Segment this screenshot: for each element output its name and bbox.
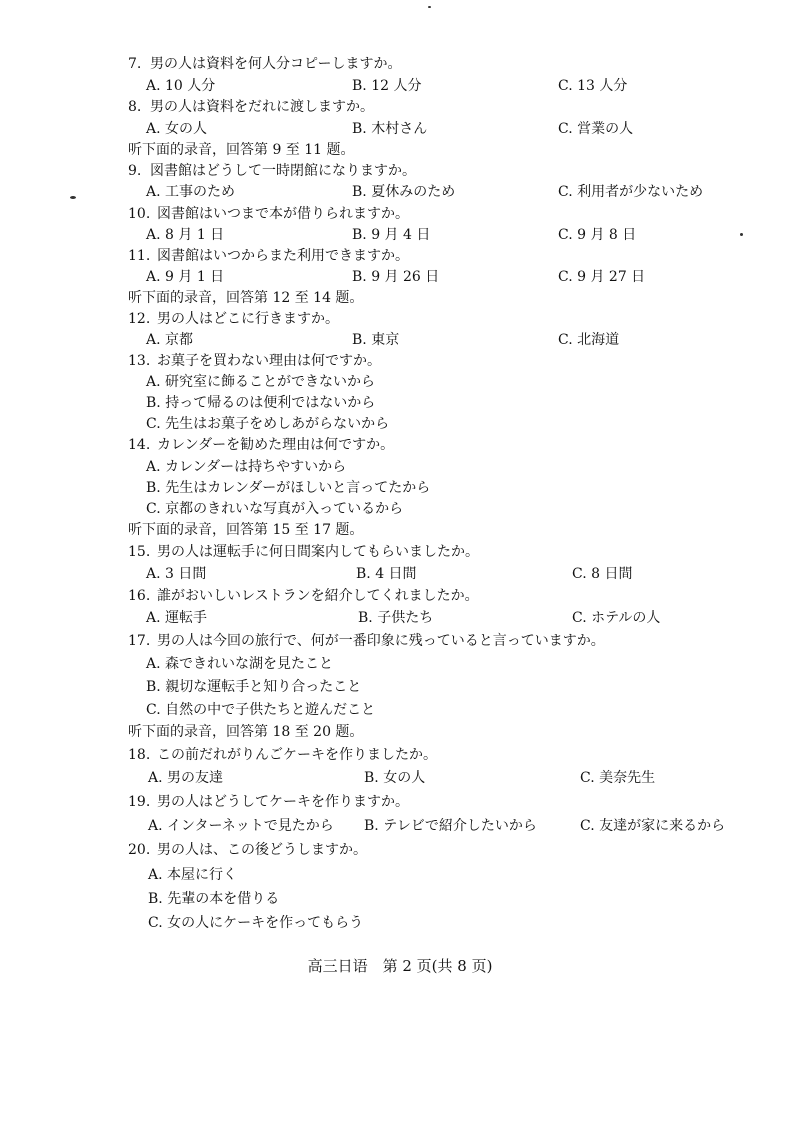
option-a: A. 運転手 — [146, 610, 208, 626]
option-a-13: A. 研究室に飾ることができないから — [146, 374, 376, 390]
option-a: A. 10 人分 — [146, 78, 216, 94]
question-number: 15. — [128, 544, 151, 560]
option-c-14: C. 京都のきれいな写真が入っているから — [146, 501, 404, 517]
question-number: 14. — [128, 437, 151, 453]
section-instruction: 听下面的录音，回答第 12 至 14 题。 — [128, 290, 364, 306]
option-b-20: B. 先輩の本を借りる — [148, 891, 280, 907]
question-text: 図書館はいつからまた利用できますか。 — [157, 248, 409, 264]
question-number: 18. — [128, 747, 151, 763]
question-number: 10. — [128, 206, 151, 222]
question-number: 9. — [128, 163, 142, 179]
question-7 — [0, 53, 800, 75]
question-number: 8. — [128, 99, 142, 115]
option-c: C. 8 日間 — [572, 566, 633, 582]
option-b: B. 木村さん — [352, 121, 428, 137]
question-text: 男の人はどうしてケーキを作りますか。 — [157, 794, 409, 810]
option-a: A. 女の人 — [146, 121, 208, 137]
question-number: 13. — [128, 353, 151, 369]
question-20 — [0, 839, 800, 861]
section-instruction: 听下面的录音，回答第 18 至 20 题。 — [128, 724, 364, 740]
options-9 — [0, 181, 800, 203]
question-13 — [0, 350, 800, 372]
question-16 — [0, 585, 800, 607]
scan-speck — [740, 233, 743, 236]
option-b: B. 子供たち — [358, 610, 434, 626]
question-text: 男の人は今回の旅行で、何が一番印象に残っていると言っていますか。 — [157, 633, 605, 649]
option-a: A. 8 月 1 日 — [146, 227, 225, 243]
option-b: B. 9 月 4 日 — [352, 227, 431, 243]
options-19 — [0, 815, 800, 837]
option-b: B. 4 日間 — [356, 566, 417, 582]
option-c: C. 美奈先生 — [580, 770, 656, 786]
option-a: A. 京都 — [146, 332, 194, 348]
question-text: 男の人は資料を何人分コピーしますか。 — [150, 56, 402, 72]
question-18 — [0, 744, 800, 766]
option-a: A. 工事のため — [146, 184, 236, 200]
section-instruction: 听下面的录音，回答第 9 至 11 题。 — [128, 142, 355, 158]
options-15 — [0, 563, 800, 585]
page-footer: 高三日语 第 2 页(共 8 页) — [307, 957, 493, 975]
option-b: B. 夏休みのため — [352, 184, 456, 200]
scan-speck — [428, 6, 431, 8]
question-text: 男の人は資料をだれに渡しますか。 — [150, 99, 374, 115]
option-b: B. テレビで紹介したいから — [364, 818, 537, 834]
question-14 — [0, 434, 800, 456]
question-8 — [0, 96, 800, 118]
question-number: 17. — [128, 633, 151, 649]
question-text: 男の人は、この後どうしますか。 — [157, 842, 367, 858]
option-a: A. 3 日間 — [146, 566, 207, 582]
option-c: C. 営業の人 — [558, 121, 634, 137]
option-c: C. 9 月 27 日 — [558, 269, 646, 285]
option-a-17: A. 森できれいな湖を見たこと — [146, 656, 334, 672]
options-11 — [0, 266, 800, 288]
options-10 — [0, 224, 800, 246]
section-instruction: 听下面的录音，回答第 15 至 17 题。 — [128, 522, 364, 538]
options-8 — [0, 118, 800, 140]
question-text: 男の人は運転手に何日間案内してもらいましたか。 — [157, 544, 479, 560]
options-16 — [0, 607, 800, 629]
question-19 — [0, 791, 800, 813]
question-11 — [0, 245, 800, 267]
option-c-20: C. 女の人にケーキを作ってもらう — [148, 915, 364, 931]
options-7 — [0, 75, 800, 97]
question-number: 16. — [128, 588, 151, 604]
question-15 — [0, 541, 800, 563]
question-9 — [0, 160, 800, 182]
option-a-14: A. カレンダーは持ちやすいから — [146, 459, 347, 475]
option-a: A. 男の友達 — [148, 770, 224, 786]
question-number: 12. — [128, 311, 151, 327]
question-text: お菓子を買わない理由は何ですか。 — [157, 353, 381, 369]
question-number: 19. — [128, 794, 151, 810]
options-18 — [0, 767, 800, 789]
question-text: カレンダーを勧めた理由は何ですか。 — [157, 437, 395, 453]
option-c: C. 北海道 — [558, 332, 620, 348]
question-17 — [0, 630, 800, 652]
scan-speck — [70, 196, 76, 199]
option-b: B. 東京 — [352, 332, 400, 348]
option-c-13: C. 先生はお菓子をめしあがらないから — [146, 416, 390, 432]
question-12 — [0, 308, 800, 330]
question-text: この前だれがりんごケーキを作りましたか。 — [157, 747, 437, 763]
option-c: C. 利用者が少ないため — [558, 184, 704, 200]
option-c: C. 友達が家に来るから — [580, 818, 726, 834]
question-number: 7. — [128, 56, 142, 72]
question-text: 誰がおいしいレストランを紹介してくれましたか。 — [157, 588, 479, 604]
option-b: B. 女の人 — [364, 770, 426, 786]
question-text: 図書館はどうして一時閉館になりますか。 — [150, 163, 416, 179]
question-10 — [0, 203, 800, 225]
option-c: C. 9 月 8 日 — [558, 227, 637, 243]
question-text: 図書館はいつまで本が借りられますか。 — [157, 206, 409, 222]
option-a: A. インターネットで見たから — [148, 818, 334, 834]
option-b: B. 12 人分 — [352, 78, 422, 94]
option-a: A. 9 月 1 日 — [146, 269, 225, 285]
option-b: B. 9 月 26 日 — [352, 269, 440, 285]
question-text: 男の人はどこに行きますか。 — [157, 311, 339, 327]
option-b-13: B. 持って帰るのは便利ではないから — [146, 395, 376, 411]
option-a-20: A. 本屋に行く — [148, 867, 238, 883]
options-12 — [0, 329, 800, 351]
option-b-14: B. 先生はカレンダーがほしいと言ってたから — [146, 480, 431, 496]
question-number: 20. — [128, 842, 151, 858]
option-c-17: C. 自然の中で子供たちと遊んだこと — [146, 702, 376, 718]
option-b-17: B. 親切な運転手と知り合ったこと — [146, 679, 362, 695]
option-c: C. ホテルの人 — [572, 610, 661, 626]
question-number: 11. — [128, 248, 151, 264]
option-c: C. 13 人分 — [558, 78, 628, 94]
